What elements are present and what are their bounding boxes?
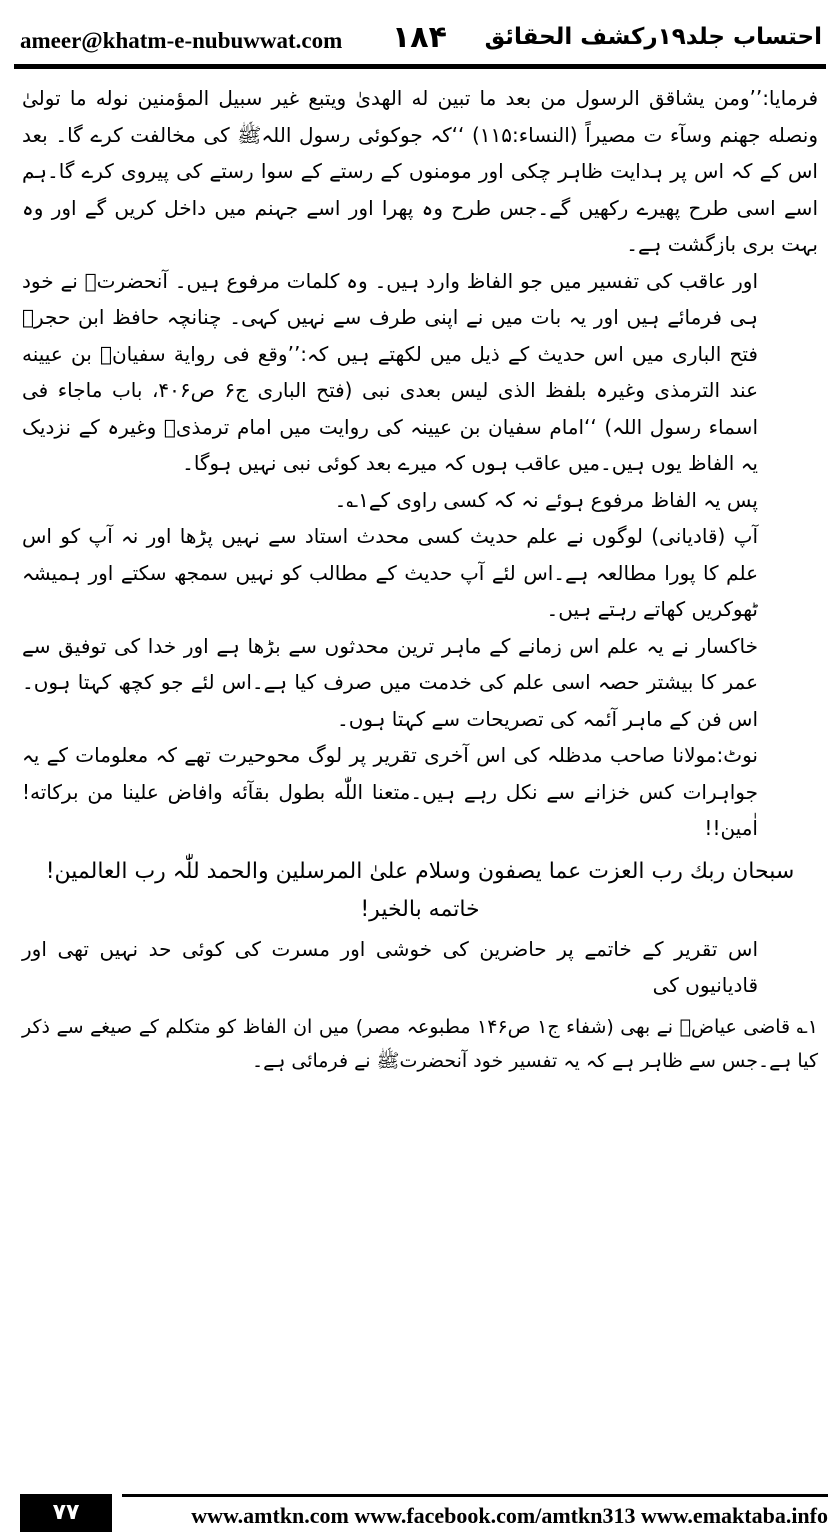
paragraph-2: اور عاقب کی تفسیر میں جو الفاظ وارد ہیں۔ وہ کلمات مرفوع ہیں۔ آنحضرتﷺ نے خود ہی فرمائے ہیں اور یہ بات میں نے اپنی طرف سے نہیں کہی۔ چنانچہ حافظ ابن حجرؒ فتح الباری میں اس حدیث کے ذیل میں لکھتے ہیں کہ:’’وقع فی روایة سفیانؓ بن عیینه عند الترمذی وغیرہ بلفظ الذی لیس بعدی نبی (فتح الباری ج۶ ص۴۰۶، باب ماجاء فی اسماء رسول اللہ) ‘‘امام سفیان بن عیینہ کی روایت میں امام ترمذیؒ وغیرہ کے نزدیک یہ الفاظ یوں ہیں۔میں عاقب ہوں کہ میرے بعد کوئی نبی نہیں ہوگا۔	[22, 268, 759, 475]
paragraph-5: خاکسار نے یہ علم اس زمانے کے ماہر ترین محدثوں سے بڑھا ہے اور خدا کی توفیق سے عمر کا بیشتر حصہ اسی علم کی خدمت میں صرف کیا ہے۔اس لئے جو کچھ کہتا ہوں۔اس فن کے ماہر آئمہ کی تصریحات سے کہتا ہوں۔	[22, 633, 758, 731]
footer-links: www.amtkn.com www.facebook.com/amtkn313 www.emaktaba.info	[191, 1503, 828, 1528]
header-email: ameer@khatm-e-nubuwwat.com	[20, 28, 343, 53]
paragraph-1: فرمایا:’’ومن یشاقق الرسول من بعد ما تبین له الهدیٰ ویتبع غیر سبیل المؤمنین نوله ما تولیٰ ونصله جهنم وسآء ت مصیراً (النساء:۱۱۵) ‘‘کہ جوکوئی رسول اللہﷺ کی مخالفت کرے گا۔ بعد اس کے کہ اس پر ہدایت ظاہر چکی اور مومنوں کے رستے کے سوا رستے کی پیروی کرے گا۔ہم اسے اسی طرح پھیرے رکھیں گے۔جس طرح وہ پھرا اور اسے جہنم میں داخل کریں گے اور وہ بہت بری بازگشت ہے۔	[22, 86, 818, 256]
page-footer	[12, 1494, 828, 1534]
paragraph-3: پس یہ الفاظ مرفوع ہوئے نہ کہ کسی راوی کے۱؎۔	[334, 487, 758, 512]
header-rule	[14, 64, 826, 69]
footer-page-number: ۷۷	[20, 1494, 112, 1532]
page-header	[12, 8, 828, 64]
page-body	[22, 80, 818, 1078]
paragraph-6: نوٹ:مولانا صاحب مدظلہ کی اس آخری تقریر پر لوگ محوحیرت تھے کہ معلومات کے یہ جواہرات کس خزانے سے نکل رہے ہیں۔متعنا اللّٰه بطول بقآئه وافاض علینا من برکاته! اٰمین!!	[22, 743, 758, 840]
paragraph-4: آپ (قادیانی) لوگوں نے علم حدیث کسی محدث استاد سے نہیں پڑھا اور نہ آپ کو اس علم کا پورا مطالعہ ہے۔اس لئے آپ حدیث کے مطالب کو نہیں سمجھ سکتے اور ہمیشہ ٹھوکریں کھاتے رہتے ہیں۔	[22, 524, 758, 621]
closing-line: اس تقریر کے خاتمے پر حاضرین کی خوشی اور مسرت کی کوئی حد نہیں تھی اور قادیانیوں کی	[22, 936, 758, 997]
book-title: احتساب جلد۱۹رکشف الحقائق	[484, 24, 822, 50]
footnote: ۱؎ قاضی عیاضؒ نے بھی (شفاء ج۱ ص۱۴۶ مطبوعہ مصر) میں ان الفاظ کو متکلم کے صیغے سے ذکر کیا ہے۔جس سے ظاہر ہے کہ یہ تفسیر خود آنحضرتﷺ نے فرمائی ہے۔	[22, 1015, 818, 1072]
footer-rule	[122, 1494, 828, 1497]
page-number: ۱۸۴	[392, 20, 447, 55]
closing-dua: سبحان ربك رب العزت عما یصفون وسلام علیٰ المرسلین والحمد للّٰہ رب العالمین!خاتمه بالخیر!	[45, 858, 795, 922]
